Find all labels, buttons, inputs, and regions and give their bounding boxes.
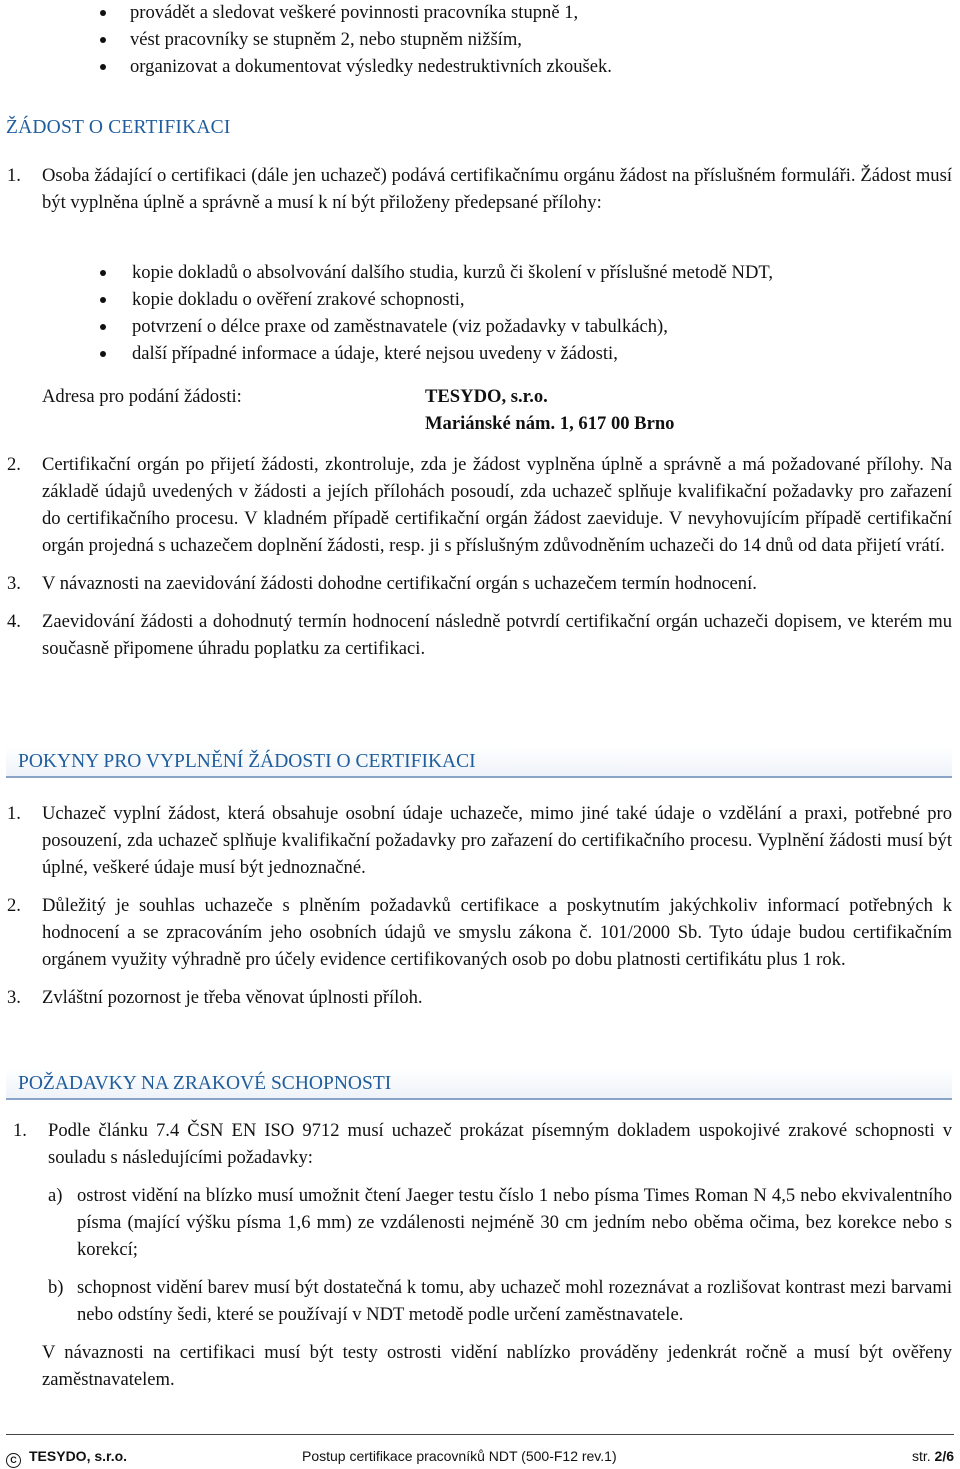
list-item: 3. V návaznosti na zaevidování žádosti dohodne certifikační orgán s uchazečem termín hodnocení. (7, 573, 757, 594)
top-bullet-list (0, 0, 960, 80)
section-heading-application: ŽÁDOST O CERTIFIKACI (6, 117, 231, 138)
attachments-list (0, 259, 960, 367)
list-item: provádět a sledovat veškeré povinnosti pracovníka stupně 1, (0, 0, 960, 26)
page-footer (6, 1434, 954, 1465)
bullet-icon (100, 10, 106, 16)
bullet-icon (100, 351, 106, 357)
bullet-icon (100, 297, 106, 303)
list-item: 3. Zvláštní pozornost je třeba věnovat úplnosti příloh. (7, 987, 423, 1008)
bullet-icon (100, 64, 106, 70)
copyright-icon: C (6, 1453, 21, 1468)
vision-list (0, 1117, 960, 1393)
closing-paragraph: V návaznosti na certifikaci musí být testy ostrosti vidění nablízko prováděny jedenkrát ročně a musí být ověřeny zaměstnavatelem. (42, 1342, 952, 1390)
list-item: 4. Zaevidování žádosti a dohodnutý termín hodnocení následně potvrdí certifikační orgán uchazeči dopisem, ve kterém mu současně připomene úhradu poplatku za certifikaci. (7, 611, 952, 659)
footer-company: C TESYDO, s.r.o. (6, 1447, 127, 1468)
bullet-icon (100, 37, 106, 43)
address-street: Mariánské nám. 1, 617 00 Brno (425, 413, 675, 434)
sub-item: a) ostrost vidění na blízko musí umožnit čtení Jaeger testu číslo 1 nebo písma Times Roman N 4,5 nebo ekvivalentního písma (mající výšku písma 1,6 mm) ze vzdálenosti nejméně 30 cm jedním nebo oběma očima, bez korekce nebo s korekcí; (48, 1185, 952, 1260)
bullet-icon (100, 324, 106, 330)
list-item: 2. Důležitý je souhlas uchazeče s plněním požadavků certifikace a poskytnutím jakýchkoliv informací potřebných k hodnocení a se zpracováním jeho osobních údajů ve smyslu zákona č. 101/2000 Sb. Tyto údaje budou certifikačním orgánem využity výhradně pro účely evidence certifikovaných osob po dobu platnosti certifikátu plus 1 rok. (7, 895, 952, 970)
submission-address (42, 383, 942, 437)
list-item: 1. Uchazeč vyplní žádost, která obsahuje osobní údaje uchazeče, mimo jiné také údaje o vzdělání a praxi, potřebné pro posouzení, zda uchazeč splňuje kvalifikační požadavky pro zařazení do certifikačního procesu. Vyplnění žádosti musí být úplné, veškeré údaje musí být jednoznačné. (7, 803, 952, 878)
bullet-icon (100, 270, 106, 276)
list-item: 1. Podle článku 7.4 ČSN EN ISO 9712 musí uchazeč prokázat písemným dokladem uspokojivé zrakové schopnosti v souladu s následujícími požadavky: (13, 1120, 952, 1168)
application-list-continued (0, 451, 960, 662)
section-heading-instructions: POKYNY PRO VYPLNĚNÍ ŽÁDOSTI O CERTIFIKACI (6, 746, 952, 778)
section-heading-vision: POŽADAVKY NA ZRAKOVÉ SCHOPNOSTI (6, 1068, 952, 1100)
list-item: vést pracovníky se stupněm 2, nebo stupněm nižším, (0, 26, 960, 53)
instructions-list (0, 800, 960, 1011)
list-item: 2. Certifikační orgán po přijetí žádosti, zkontroluje, zda je žádost vyplněna úplně a správně a má požadované přílohy. Na základě údajů uvedených v žádosti a jejích přílohách posoudí, zda uchazeč splňuje kvalifikační požadavky pro zařazení do certifikačního procesu. V kladném případě certifikační orgán žádost zaeviduje. V nevyhovujícím případě certifikační orgán projedná s uchazečem doplnění žádosti, resp. ji s příslušným zdůvodněním uchazeči do 14 dnů od data přijetí vrátí. (7, 454, 952, 556)
application-list (0, 162, 960, 216)
footer-page-number: str. 2/6 (911, 1448, 954, 1464)
list-item: další případné informace a údaje, které nejsou uvedeny v žádosti, (0, 340, 960, 367)
list-item: kopie dokladů o absolvování dalšího studia, kurzů či školení v příslušné metodě NDT, (0, 259, 960, 286)
sub-item: b) schopnost vidění barev musí být dostatečná k tomu, aby uchazeč mohl rozeznávat a rozlišovat kontrast mezi barvami nebo odstíny šedi, které se používají v NDT metodě podle určení zaměstnavatele. (48, 1277, 952, 1325)
list-item: potvrzení o délce praxe od zaměstnavatele (viz požadavky v tabulkách), (0, 313, 960, 340)
list-item: kopie dokladu o ověření zrakové schopnosti, (0, 286, 960, 313)
footer-document-title: Postup certifikace pracovníků NDT (500-F12 rev.1) (302, 1448, 617, 1464)
address-company: TESYDO, s.r.o. (425, 386, 548, 407)
address-label: Adresa pro podání žádosti: (42, 386, 242, 407)
list-item: 1. Osoba žádající o certifikaci (dále jen uchazeč) podává certifikačnímu orgánu žádost na příslušném formuláři. Žádost musí být vyplněna úplně a správně a musí k ní být přiloženy předepsané přílohy: (7, 165, 952, 213)
list-item: organizovat a dokumentovat výsledky nedestruktivních zkoušek. (0, 53, 960, 80)
